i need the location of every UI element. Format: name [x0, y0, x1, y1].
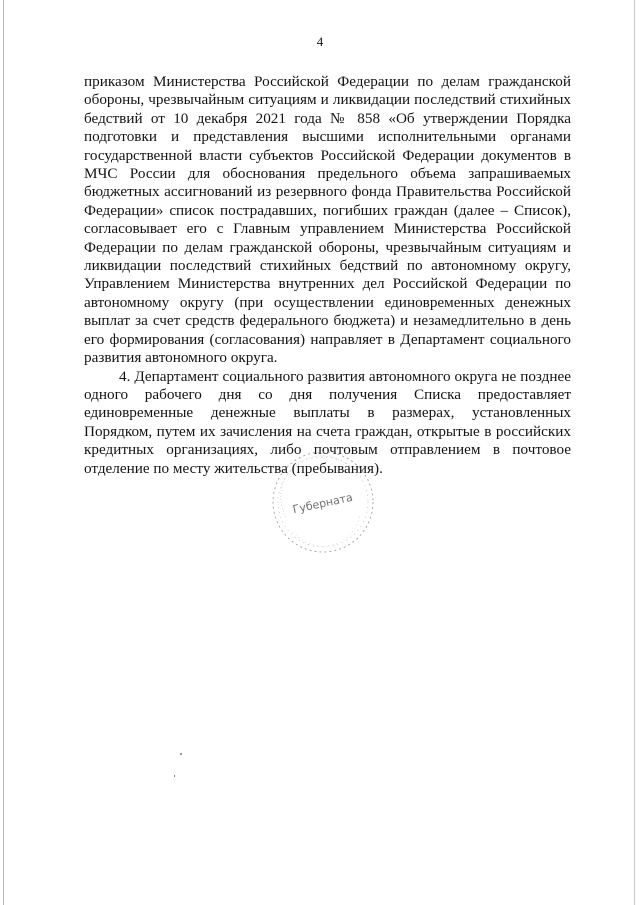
page-number: 4	[316, 34, 324, 49]
stamp-text: Губерната	[291, 490, 354, 517]
official-seal-stamp	[268, 447, 378, 557]
document-body	[84, 73, 571, 478]
scan-speck	[174, 775, 175, 777]
paragraph-item-4: 4. Департамент социального развития автономного округа не позднее одного рабочего дня со дня получения Списка предоставляет единовременные денежные выплаты в размерах, установленных Порядком, путем их зачисления на счета граждан, открытые в российских кредитных организациях, либо почтовым отправлением в почтовое отделение по месту жительства (пребывания).	[84, 367, 571, 477]
paragraph-continuation: приказом Министерства Российской Федерации по делам гражданской обороны, чрезвычайным ситуациям и ликвидации последствий стихийных бедствий от 10 декабря 2021 года № 858 «Об утверждении Порядка подготовки и представления высшими исполнительными органами государственной власти субъектов Российской Федерации документов в МЧС России для обоснования предельного объема запрашиваемых бюджетных ассигнований из резервного фонда Правительства Российской Федерации» список пострадавших, погибших граждан (далее – Список), согласовывает его с Главным управлением Министерства Российской Федерации по делам гражданской обороны, чрезвычайным ситуациям и ликвидации последствий стихийных бедствий по автономному округу, Управлением Министерства внутренних дел Российской Федерации по автономному округу (при осуществлении единовременных денежных выплат за счет средств федерального бюджета) и незамедлительно в день его формирования (согласования) направляет в Департамент социального развития автономного округа.	[84, 73, 571, 367]
scan-speck	[180, 753, 182, 755]
